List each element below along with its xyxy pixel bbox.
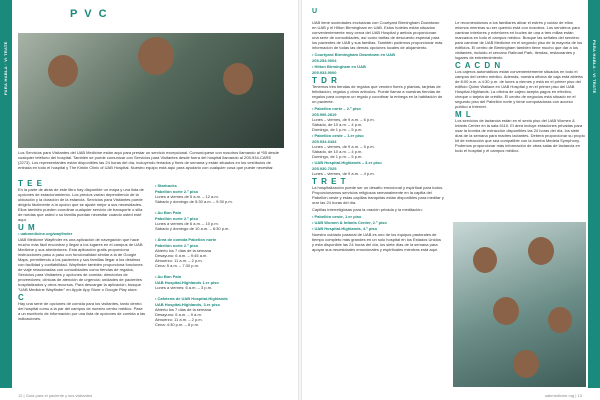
- hotel-item-hilton: • Hilton Birmingham en UAB 205.933.9000: [312, 64, 444, 75]
- spiritual-text: La hospitalización puede ser un desafío emocional y espiritual para todos. Proporcionamos servicios religiosos semanalmente en la capilla del Pabellón oeste y estas capillas tranquilas están disponibles para meditar y orar las 24 horas del día.: [312, 185, 444, 205]
- chaplain-person-2: [528, 237, 554, 265]
- staff-photo: [18, 33, 284, 148]
- wayfinder-text: UAB Medicine Wayfinder es una aplicación de navegación que hace mucho más fácil encontrar y llegar a los lugares en el campus de UAB Medicine y sus alrededores. Esta aplicación gratis proporciona instrucciones paso a paso con funcionalidad similar a la de Google Maps, permitiendo a los pacientes y sus familias llegar a los destinos con facilidad y confiabilidad. Wayfinder también proporciona funciones de viaje relacionadas con comodidades como tiendas de regalos, Servicios para Visitantes y opciones de comida; directorios de proveedores; clínicas de atención de urgencia; unidades de pacientes hospitalizados y otros recursos. Para descargar la aplicación, busque "UAB Medicine Wayfinder" en Apple App Store o Google Play store.: [18, 237, 143, 292]
- wayfinder-link[interactable]: • uabmedicine.org/wayfinder: [18, 231, 146, 236]
- chapel-item: • Pabellón oeste, 1.er piso: [312, 214, 444, 219]
- dining-item-starbucks: • Starbucks Pabellón norte 2.º piso Lunes a viernes de 5 a.m. – 12 a.m. Sábado y domingo de 5:30 a.m. – 9:30 p.m.: [155, 183, 285, 204]
- column-4: [455, 20, 585, 155]
- gift-shop-north: • Pabellón norte – 2.º piso 205.996.2819 Lunes – viernes, de 9 a.m. – 6 p.m. Sábado, de 10 a.m. – 4 p.m. Domingo, de 1 p.m. – 5 p.m.: [312, 106, 444, 132]
- chapel-item: • UAB Women & Infants Center, 2.º piso: [312, 220, 444, 225]
- gift-shop-highlands: • UAB Hospital-Highlands – 3.er piso 205.930.7025 Lunes – viernes, de 9 a.m. – 4 p.m.: [312, 160, 444, 176]
- dining-heading: C: [18, 293, 25, 302]
- chaplains-photo: [453, 222, 586, 387]
- dining-item-au-bon-pain-north: • Au Bon Pain Pabellón norte 2.º piso Lunes a viernes de 6 a.m. – 10 p.m. Sábado y domingo de 10 a.m. – 6:30 p.m.: [155, 210, 285, 231]
- dining-item-au-bon-pain-highlands: • Au Bon Pain UAB Hospital-Highlands 1.er piso Lunes a viernes: 6 a.m. – 3 p.m.: [155, 274, 285, 290]
- dining-text: Hay una serie de opciones de comida para los visitantes, tanto dentro del hospital como a la par del campus de nuestro centro médico. Pase a un escritorio de información por una lista de opciones de comida a las indicaciones.: [18, 301, 146, 321]
- column-1: [18, 178, 146, 323]
- chapel-item: • UAB Hospital-Highlands, 4.º piso: [312, 226, 444, 231]
- chaplain-person-3: [493, 297, 519, 325]
- wayfinder-heading: U M: [18, 223, 36, 232]
- chaplain-person-4: [548, 307, 572, 333]
- hotel-item-courtyard: • Courtyard Birmingham Downtown en UAB 205.254.0004: [312, 52, 444, 63]
- parking-text: En la parte de atrás de este libro hay disponible un mapa y una lista de opciones de estacionamiento. Los precios varían dependiendo de la ubicación y la duración de la estancia. Servicios para Visitantes puede dirigirlo fácilmente a la opción que se ajuste mejor a sus necesidades. Ellos también pueden coordinar cualquier servicio de transporte o silla de ruedas que usted o su familia puedan necesitar cuando usted esté aquí.: [18, 187, 144, 222]
- chapels-intro: Capillas interreligiosas para la oración privada y la meditación:: [312, 207, 423, 212]
- page-gutter: [298, 0, 302, 400]
- column-2-dining-list: [155, 182, 285, 327]
- gift-shops-heading: T D R: [312, 76, 338, 85]
- gift-shop-west: • Pabellón oeste – 1.er piso 205.934.6434 Lunes – viernes, de 9 a.m. – 5 p.m. Sábado, de 10 a.m. – 4 p.m. Domingo, de 1 p.m. – 5 p.m.: [312, 133, 444, 159]
- side-tab-left: PARA HABLA · VI TRATE: [0, 0, 12, 388]
- hotels-text: UAB tiene sociedades exclusivas con Courtyard Birmingham Downtown en UAB y el Hilton Birmingham en UAB. Estos hoteles están situados convenientemente muy cerca del UAB Hospital y ambos proporcionan una serie de comodidades, así como tarifas de descuento especial para los pacientes de UAB y sus familias. También podemos proporcionar más información de todas las demás opciones locales de alojamiento.: [312, 20, 443, 50]
- chaplain-person-5: [513, 350, 539, 378]
- atm-heading: C A C D N: [455, 61, 502, 70]
- footer-right: uabmedicine.org | 13: [544, 393, 582, 398]
- pastoral-text: Nuestro cuidado pastoral de UAB es uno de los equipos pastorales de tiempo completo más grandes en un solo hospital en los Estados Unidos y está disponible las 24 horas del día, los siete días de la semana para apoyar sus necesidades emocionales y espirituales mientras está aquí.: [312, 232, 441, 252]
- parking-heading: T E E: [18, 179, 44, 188]
- staff-person-1: [48, 55, 78, 87]
- footer-left: 12 | Guía para el paciente y sus visitantes: [18, 393, 93, 398]
- atm-text: Los cajeros automáticos están convenientemente situados en todo el campus del centro médico. Además, nuestra oficina de caja está abierta de 8:00 a.m. a 4:30 p.m. de lunes a viernes y está en el primer piso del edificio Quinn Wallace en UAB Hospital y en el primer piso del UAB Hospital-Highlands. La oficina de cajero acepta pagos en efectivo, cheque o tarjeta de crédito. El centro de negocios está situado en el segundo piso del Pabellón norte y tiene computadoras con acceso público a Internet.: [455, 69, 583, 109]
- lactation-heading: M L: [455, 110, 472, 119]
- dining-item-highlands-cafeteria: • Cafetería de UAB Hospital-Highlands UAB Hospital-Highlands, 3.er piso Abierto los 7 días de la semana Desayuno: 6 a.m. – 9 a.m. Almuerzo: 11 a.m. – 2 p.m. Cena: 4:30 p.m. – 8 p.m.: [155, 296, 285, 327]
- left-page-title: P V C: [70, 8, 109, 20]
- lactation-text: Los servicios de lactancia están en el sexto piso del UAB Women & Infants Center en la sala 6110. El área incluye estaciones privadas para usar la bomba de extracción disponibles las 24 horas del día, los siete días de la semana para madres lactantes. Deberá proporcionar su propio kit de extracción que sea compatible con la bomba Medela Symphony. Podemos proporcionar más información de otras salas de lactancia en todo el hospital y el campus médico.: [455, 118, 585, 153]
- photo-caption: Los Servicios para Visitantes del UAB Medicine están aquí para prestar un servicio excepcional. Comuníquese con nosotros llamando al *55 desde cualquier teléfono del hospital. También se puede comunicar con Servicios para Visitantes desde fuera del hospital llamando al 205-934-CARE (2273). Los representantes están disponibles las 24 horas del día, incluyendo feriados y fines de semana y están situados en los vestíbulos de entrada en todo el hospital y The Kirklin Clinic of UAB Hospital. Nuestro equipo está aquí para ayudarlo con cualquier cosa que puede necesitar.: [18, 150, 279, 170]
- side-tab-right: PARA HABLA · VI TRATE: [588, 0, 600, 388]
- gift-shops-text: Tenemos tres tiendas de regalos que venden flores y plantas, tarjetas de felicitación, regalos y otros artículos. Puede llamar a nuestras tiendas de regalos para comprar un regalo y coordinar la entrega en la habitación de un paciente.: [312, 84, 443, 104]
- dining-item-food-court: • Área de comida Pabellón norte Pabellón norte 2.º piso Abierto los 7 días de la semana Desayuno: 6 a.m. – 9:45 a.m. Almuerzo: 11 a.m. – 2 p.m. Cena: 5 a.m. – 7:30 p.m.: [155, 237, 285, 268]
- spiritual-heading: T R E T: [312, 177, 347, 186]
- staff-person-3: [223, 63, 253, 95]
- right-page-title: U: [312, 8, 320, 15]
- column-3: [312, 20, 444, 254]
- staff-person-2: [138, 37, 174, 75]
- walking-text: Le recomendamos a los familiares alivar el estrés y cuidar de ellos mismos mientras su ser querido está con nosotros. Los senderos para caminar interiores y exteriores en bucles de una a tres millas están marcados en todo el campus médico. Busque las señales del sendero para caminar de UAB Medicine en el segundo piso de la mayoría de los edificios. El centro de Birmingham también tiene mucho que dar a los visitantes, incluido el cercano Railroad Park, tiendas, restaurantes y lugares de entretenimiento.: [455, 20, 583, 60]
- chaplain-person-1: [473, 247, 497, 273]
